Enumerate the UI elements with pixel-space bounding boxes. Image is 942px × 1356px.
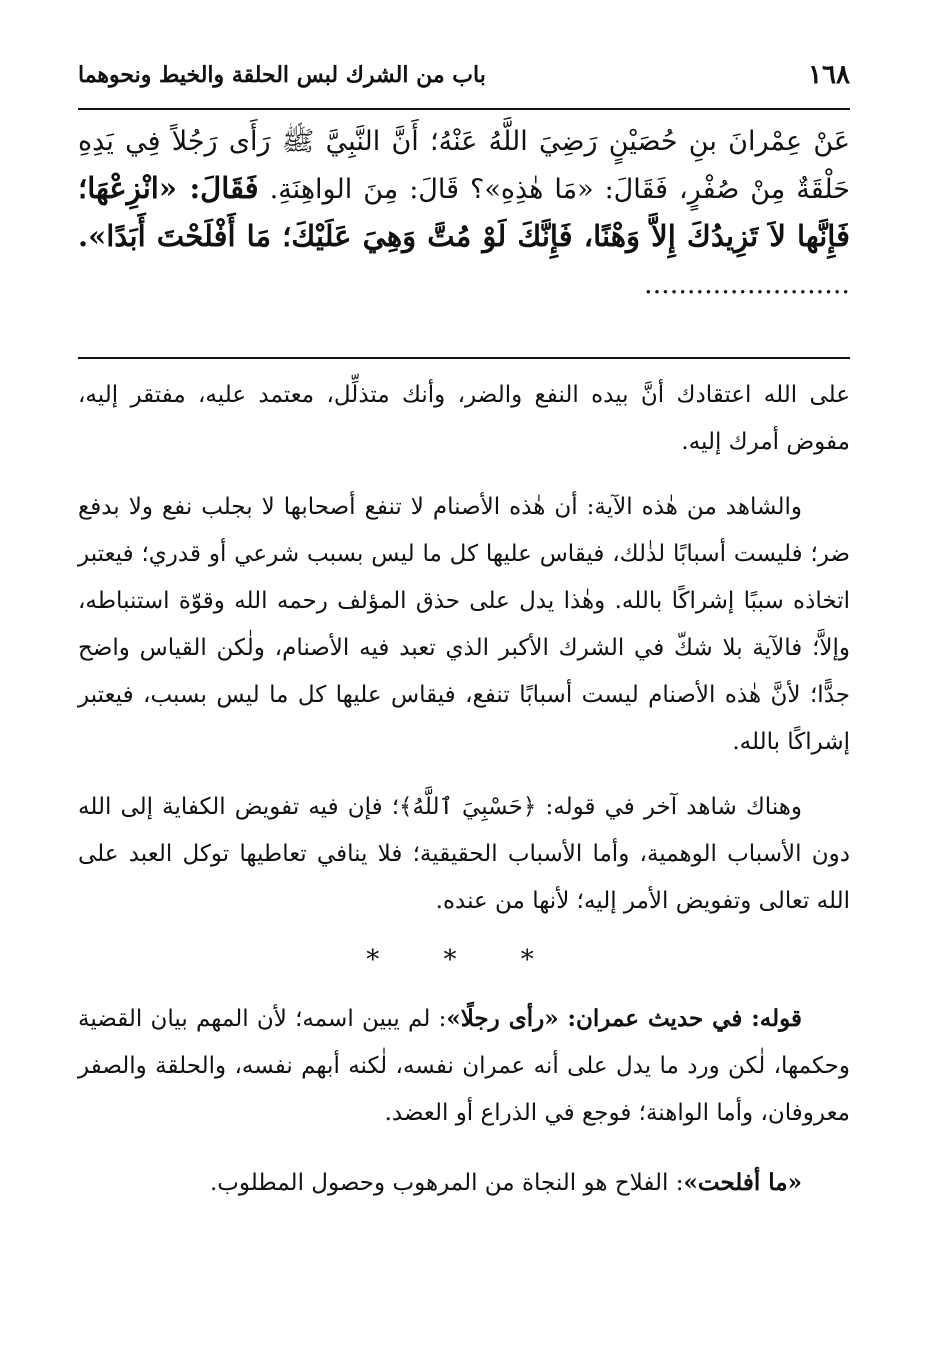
commentary-paragraph-3: وهناك شاهد آخر في قوله: ﴿حَسْبِيَ ٱللَّهُ﴾؛ فإن فيه تفويض الكفاية إلى الله دون الأسباب الوهمية، وأما الأسباب الحقيقية؛ فلا ينافي تعاطيها توكل العبد على الله تعالى وتفويض الأمر إليه؛ لأنها من عنده. [78,794,850,914]
quote-heading-1: قوله: في حديث عمران: «رأى رجلًا» [446,1005,802,1032]
quote-explanation-2: : الفلاح هو النجاة من المرهوب وحصول المطلوب. [209,1170,684,1196]
hadith-prophet-saying: فَقَالَ: «انْزِعْهَا؛ فَإِنَّها لاَ تَزِيدُكَ إِلاَّ وَهْنًا، فَإِنَّكَ لَوْ مُتَّ وَهِيَ عَلَيْكَ؛ مَا أَفْلَحْتَ أَبَدًا». [78,171,850,253]
hadith-narration: عَنْ عِمْرانَ بنِ حُصَيْنٍ رَضِيَ اللَّهُ عَنْهُ؛ أَنَّ النَّبِيَّ ﷺ رَأَى رَجُلاً فِي يَدِهِ حَلْقَةٌ مِنْ صُفْرٍ، فَقَالَ: «مَا هٰذِهِ»؟ قَالَ: مِنَ الواهِنَةِ. [78,126,850,205]
hadith-text [78,118,850,308]
commentary-paragraph-1: على الله اعتقادك أنَّ بيده النفع والضر، وأنك متذلِّل، معتمد عليه، مفتقر إليه، مفوض أمرك إليه. [78,382,850,455]
header-rule [78,108,850,110]
commentary-paragraph-5 [78,1159,850,1207]
hadith-dotted-leader: ........................ [644,269,850,300]
quote-heading-2: «ما أفلحت» [683,1169,802,1196]
section-separator-stars: * * * [366,945,562,975]
page-header [78,52,850,102]
commentary-paragraph-4 [78,995,850,1137]
page-number: ١٦٨ [808,60,850,90]
section-rule [78,357,850,359]
commentary-paragraph-2: والشاهد من هٰذه الآية: أن هٰذه الأصنام لا تنفع أصحابها لا بجلب نفع ولا بدفع ضر؛ فليست أسبابًا لذٰلك، فيقاس عليها كل ما ليس بسبب شرعي أو قدري؛ فيعتبر اتخاذه سببًا إشراكًا بالله. وهٰذا يدل على حذق المؤلف رحمه الله وقوّة استنباطه، وإلاَّ؛ فالآية بلا شكّ في الشرك الأكبر الذي تعبد فيه الأصنام، ولٰكن القياس واضح جدًّا؛ لأنَّ هٰذه الأصنام ليست أسبابًا تنفع، فيقاس عليها كل ما ليس بسبب، فيعتبر إشراكًا بالله. [78,494,850,755]
commentary [78,372,850,1207]
quote-explanation-1: : لم يبين اسمه؛ لأن المهم بيان القضية وحكمها، لٰكن ورد ما يدل على أنه عمران نفسه، لٰكنه أبهم نفسه، والحلقة والصفر معروفان، وأما الواهنة؛ فوجع في الذراع أو العضد. [78,1006,850,1126]
running-title: باب من الشرك لبس الحلقة والخيط ونحوهما [78,62,486,88]
